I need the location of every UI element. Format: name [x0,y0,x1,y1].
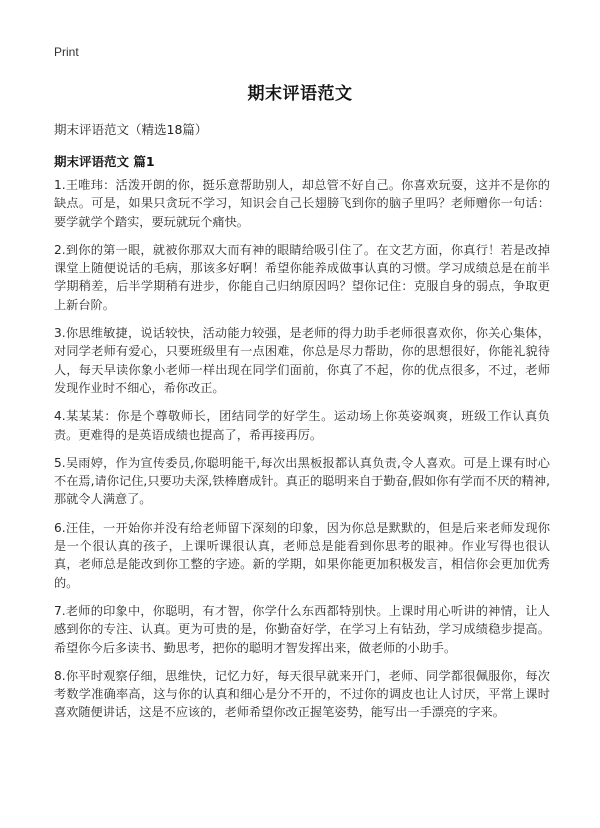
comment-paragraph-1: 1.王唯玮：活泼开朗的你，挺乐意帮助别人，却总管不好自己。你喜欢玩耍，这并不是你的缺点。可是，如果只贪玩不学习，知识会自己长翅膀飞到你的脑子里吗？老师赠你一句话：要学就学个踏实，要玩就玩个痛快。 [54,178,550,229]
comment-paragraph-2: 2.到你的第一眼，就被你那双大而有神的眼睛给吸引住了。在文艺方面，你真行！若是改掉课堂上随便说话的毛病，那该多好啊！希望你能养成做事认真的习惯。学习成绩总是在前半学期稍差，后半学期稍有进步，你能自己归纳原因吗？望你记住：克服自身的弱点，争取更上新台阶。 [54,242,550,312]
document-subtitle: 期末评语范文（精选18篇） [54,122,208,137]
comment-paragraph-4: 4.某某某：你是个尊敬师长，团结同学的好学生。运动场上你英姿飒爽，班级工作认真负责。更难得的是英语成绩也提高了，希再接再厉。 [54,409,550,442]
comment-paragraph-5: 5.吴雨婷，作为宣传委员,你聪明能干,每次出黑板报都认真负责,令人喜欢。可是上课有时心不在焉,请你记住,只要功夫深,铁棒磨成针。真正的聪明来自于勤奋,假如你有学而不厌的精神,那就令人满意了。 [54,455,550,507]
comment-paragraph-6: 6.汪佳，一开始你并没有给老师留下深刻的印象，因为你总是默默的，但是后来老师发现你是一个很认真的孩子，上课听课很认真，老师总是能看到你思考的眼神。作业写得也很认真，老师总是能改到你工整的字迹。新的学期，如果你能更加积极发言，相信你会更加优秀的。 [54,520,550,590]
comment-paragraph-8: 8.你平时观察仔细，思维快，记忆力好，每天很早就来开门，老师、同学都很佩服你，每次考数学准确率高，这与你的认真和细心是分不开的，不过你的调皮也让人讨厌，平常上课时喜欢随便讲话，这是不应该的，老师希望你改正握笔姿势，能写出一手漂亮的字来。 [54,668,550,720]
section-heading: 期末评语范文 篇1 [54,154,155,169]
document-title: 期末评语范文 [247,84,353,104]
comment-paragraph-7: 7.老师的印象中，你聪明，有才智，你学什么东西都特别快。上课时用心听讲的神情，让人感到你的专注、认真。更为可贵的是，你勤奋好学，在学习上有钻劲，学习成绩稳步提高。希望你今后多读书、勤思考，把你的聪明才智发挥出来，做老师的小助手。 [54,603,550,655]
print-link[interactable]: Print [54,45,79,59]
document-body [54,176,550,732]
comment-paragraph-3: 3.你思维敏捷，说话较快，活动能力较强，是老师的得力助手老师很喜欢你，你关心集体，对同学老师有爱心，只要班级里有一点困难，你总是尽力帮助，你的思想很好，你能礼貌待人，每天早读你象小老师一样出现在同学们面前，你真了不起，你的优点很多，不过，老师发现作业时不细心，希你改正。 [54,326,550,395]
